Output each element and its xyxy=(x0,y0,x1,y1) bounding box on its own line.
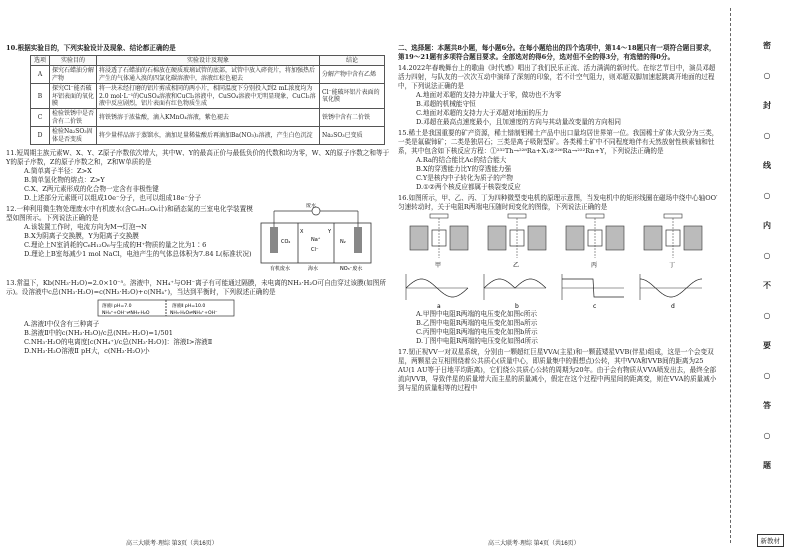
table-cell: 将铁锈溶于浓盐酸，滴入KMnO₄溶液，紫色褪去 xyxy=(97,109,320,127)
right-page xyxy=(398,0,720,551)
fig-label: 海水 xyxy=(308,266,319,273)
q11-option: A.简单离子半径：Z>X xyxy=(24,167,92,176)
seal-char: 密 xyxy=(763,40,771,50)
q11 xyxy=(6,149,390,203)
fig-label: NO₃⁻废水 xyxy=(340,266,363,273)
table-cell: 检验Na₂SO₃固体是否变质 xyxy=(50,127,97,145)
q12-figure xyxy=(256,203,376,273)
q13-figure xyxy=(96,298,236,320)
figure-caption: 乙 xyxy=(513,262,520,269)
q15 xyxy=(398,129,720,192)
q17-text: 17.韧正视VV一对双星系统，分别由一颗超红巨星VVA(主星)和一颗蓝矮星VVB(伴星)组成，这是一个会变双星，两颗星会互相围绕着公共质心(质量中心，即质量集中的假想点)公转，其中VVA和VVB间的距离为25 AU(1 AU等于日地平均距离)，它们绕公共质心公转的周期为20年。由于会有物质从VVA喷发出去，最终全部流向VVB，导致伴星的质量增大而主星的质量减小，假定在这个过程中两星间的距离变，则在VVA的质量减小到与星的质量相等的过程中 xyxy=(398,348,717,392)
generator-diagram xyxy=(566,214,624,269)
seal-text xyxy=(760,40,774,490)
q14-option: D.邓超在最高点速度最小，且加速度的方向与其动量改变量的方向相同 xyxy=(416,118,621,126)
q13-option: A.溶液Ⅰ中仅含有三种离子 xyxy=(24,320,100,329)
seal-char: 要 xyxy=(763,340,771,350)
graph-caption: b xyxy=(515,303,519,310)
fig-label: 废水 xyxy=(306,203,317,210)
q10-stem: 10.根据实验目的，下列实验设计及现象、结论都正确的是 xyxy=(6,44,176,52)
q16-option: C.丙图中电阻R两端的电压变化如图b所示 xyxy=(416,328,538,336)
q12-stem: 12.一种利用微生物处理废水中有机废水(含C₆H₁₂O₆计)和硝态氮的三室电化学装置模型如图所示。下列说法正确的是 xyxy=(6,205,253,223)
q11-option: B.简单氢化物的熔点：Z>Y xyxy=(24,176,105,185)
q15-option: C.Y是核内中子转化为质子的产物 xyxy=(416,174,513,182)
q12-text xyxy=(6,205,254,259)
q12-option: B.X为阴离子交换膜，Y为阳离子交换膜 xyxy=(24,232,139,241)
q13-options xyxy=(6,320,390,356)
figure-caption: 丁 xyxy=(669,262,676,269)
fig-label: X xyxy=(300,229,304,236)
q15-stem: 15.稀土是我国重要的矿产资源，稀土镨制钼稀土产品中出口量均居世界第一位。我国稀土矿体大致分为三类，一类是氟碳铈矿；二类是独居石；三类是离子吸附型矿。各类稀土矿中不同程度地伴有天然放射性核素铀和钍系，其中包含如下核反应方程：①²³²Th→²²⁸Ra+X₁②²²⁶Ra→²²²Rn+Y，下列说法正确的是 xyxy=(398,129,719,155)
fig-label: Cl⁻ xyxy=(311,247,319,254)
seal-char: ○ xyxy=(763,370,771,380)
seal-char: 题 xyxy=(763,460,771,470)
generator-diagram xyxy=(410,214,468,269)
generator-diagram xyxy=(488,214,546,269)
col-header: 实验目的 xyxy=(50,56,97,66)
figure-caption: 丙 xyxy=(591,262,598,269)
q16-wave-figures xyxy=(398,270,720,310)
table-row xyxy=(31,84,385,109)
fig-label: 溶液Ⅱ pH=10.0 xyxy=(172,304,206,310)
q13-stem: 13.常温下，Kb(NH₃·H₂O)=2.0×10⁻⁵。溶液中，NH₄⁺与OH⁻离子有可能通过隔膜，未电离的NH₃·H₂O可自由穿过该膜(如图所示)。设溶液中c总(NH₃·H₂O)=c(NH₃·H₂O)+c(NH₄⁺)，当达到平衡时，下列叙述正确的是 xyxy=(6,279,386,297)
q16-option: A.甲图中电阻R两端的电压变化如图c所示 xyxy=(416,310,538,318)
seal-char: 封 xyxy=(763,100,771,110)
voltage-graph xyxy=(562,274,624,310)
q16-option: D.丁图中电阻R两端的电压变化如图d所示 xyxy=(416,337,538,345)
seal-char: 答 xyxy=(763,400,771,410)
q16-generator-figures xyxy=(398,212,720,270)
table-cell: D xyxy=(31,127,50,145)
col-header: 实验设计及现象 xyxy=(97,56,320,66)
q16-option: B.乙图中电阻R两端的电压变化如图a所示 xyxy=(416,319,538,327)
q11-option: C.X、Z两元素形成的化合物一定含有非极性键 xyxy=(24,185,159,194)
left-page xyxy=(6,0,390,551)
fig-label: NH₄⁺+OH⁻⇌NH₃·H₂O xyxy=(102,311,150,317)
q15-option: A.Ra的结合能比Ac的结合能大 xyxy=(416,156,507,164)
table-cell: 检验铁锈中是否含有二价铁 xyxy=(50,109,97,127)
figure-caption: 甲 xyxy=(435,262,442,269)
table-cell: 将少量样品溶于蒸馏水，滴加足量稀盐酸后再滴加Ba(NO₃)₂溶液，产生白色沉淀 xyxy=(97,127,320,145)
table-cell: 探究Cl⁻能否破坏铝表面的氧化膜 xyxy=(50,84,97,109)
q16-stem: 16.如图所示，甲、乙、丙、丁为四种微型变电机的原理示意图，当发电机中的矩形线圈在磁场中绕中心轴OO′匀速转动时，关于电阻R两端电压随时间变化的图像，下列说法正确的是 xyxy=(398,194,718,211)
table-cell: A xyxy=(31,66,50,84)
q13 xyxy=(6,279,390,297)
fig-label: Y xyxy=(328,229,332,236)
q11-option: D.上述部分元素既可以组成10e⁻分子，也可以组成18e⁻分子 xyxy=(24,194,202,203)
page-footer: 高三大联考·理综 第4页（共16页） xyxy=(488,541,580,547)
seal-char: ○ xyxy=(763,250,771,260)
seal-char: ○ xyxy=(763,70,771,80)
q16-options xyxy=(398,310,720,346)
fig-label: N₂ xyxy=(340,239,346,246)
seal-strip xyxy=(724,0,794,551)
q15-option: D.①②两个核反应都属于核裂变反应 xyxy=(416,183,521,191)
col-header: 选项 xyxy=(31,56,50,66)
q14-option: C.地面对邓超的支持力大于邓超对地面的压力 xyxy=(416,109,549,117)
seal-char: ○ xyxy=(763,130,771,140)
fig-label: Na⁺ xyxy=(311,237,321,244)
q14-option: A.地面对邓超的支持力冲量大于零，做功也不为零 xyxy=(416,91,562,99)
col-header: 结论 xyxy=(320,56,385,66)
fig-label: CO₂ xyxy=(281,239,291,246)
q15-option: B.X的穿透能力比Y的穿透能力强 xyxy=(416,165,512,173)
table-cell: 将一块未经打磨的铝片剪成相同的两小片，相同温度下分别投入到2 mL浓度均为2.0 mol·L⁻¹的CuSO₄溶液和CuCl₂溶液中，CuSO₄溶液中无明显现象，CuCl₂溶液中反应剧烈，铝片表面有红色物质生成 xyxy=(97,84,320,109)
q14-stem: 14.2022年春晚舞台上的歌曲《时代感》唱出了我们民乐正流、活力满满的新时代。在综艺节目中，演员邓超活力四射，与队友的一次次互动中演绎了深刻的印象，若不计空气阻力，则邓超双脚加速起跳离开地面的过程中，下列说法正确的是 xyxy=(398,64,716,90)
table-row xyxy=(31,127,385,145)
q12-option: D.理论上B室每减少1 mol NaCl，电池产生的气体总体积为7.84 L(标准状况) xyxy=(24,250,252,259)
table-cell: B xyxy=(31,84,50,109)
q14 xyxy=(398,64,720,127)
voltage-graph xyxy=(484,274,546,310)
table-cell: 探究石蜡油分解产物 xyxy=(50,66,97,84)
table-cell: Na₂SO₃已变质 xyxy=(320,127,385,145)
table-cell: 铁锈中含有二价铁 xyxy=(320,109,385,127)
q12-option: A.该装置工作时，电流方向为M→灯泡→N xyxy=(24,223,147,232)
edition-badge: 新教材 xyxy=(757,534,785,547)
graph-caption: d xyxy=(671,303,675,310)
q12-block xyxy=(6,205,390,277)
page-footer: 高三大联考·理综 第3页（共16页） xyxy=(126,541,218,547)
voltage-graph xyxy=(640,274,702,310)
seal-char: ○ xyxy=(763,430,771,440)
seal-char: ○ xyxy=(763,310,771,320)
q13-option: B.溶液Ⅱ中的c(NH₃·H₂O)/c总(NH₃·H₂O)=1/501 xyxy=(24,329,173,338)
seal-char: 内 xyxy=(763,220,771,230)
seal-char: 不 xyxy=(763,280,771,290)
table-cell: 将浸透了石蜡油的石棉放在硬质玻璃试管的底部，试管中放入碎瓷片，将加强热后产生的气体通入溴的四氯化碳溶液中，溶液红棕色褪去 xyxy=(97,66,320,84)
seal-char: 线 xyxy=(763,160,771,170)
fig-label: 溶液Ⅰ pH=7.0 xyxy=(102,304,132,310)
table-cell: 分解产物中含有乙烯 xyxy=(320,66,385,84)
table-cell: C xyxy=(31,109,50,127)
q16 xyxy=(398,194,720,212)
q10-table xyxy=(30,55,385,145)
q13-option: D.NH₃·H₂O溶液Ⅱ pH大，c(NH₃·H₂O)小 xyxy=(24,347,150,356)
fig-label: 有机废水 xyxy=(270,266,291,273)
q14-option: B.邓超的机械能守恒 xyxy=(416,100,476,108)
q13-option: C.NH₃·H₂O的电离度[c(NH₄⁺)/c总(NH₃·H₂O)]：溶液Ⅰ>溶液Ⅱ xyxy=(24,338,213,347)
voltage-graph xyxy=(406,274,468,310)
q11-stem: 11.短周期主族元素W、X、Y、Z原子序数依次增大，其中W、Y的最高正价与最低负价的代数和均为零，W、X的原子序数之和等于Y的原子序数，Z的原子序数之和，Z和W单质的是 xyxy=(6,149,390,167)
fig-label: NH₃·H₂O⇌NH₄⁺+OH⁻ xyxy=(170,311,218,317)
generator-diagram xyxy=(644,214,702,269)
seal-char: ○ xyxy=(763,190,771,200)
graph-caption: a xyxy=(437,303,441,310)
table-cell: Cl⁻能破坏铝片表面的氧化膜 xyxy=(320,84,385,109)
graph-caption: c xyxy=(593,303,597,310)
table-row xyxy=(31,66,385,84)
section-heading: 二、选择题：本题共8小题，每小题6分。在每小题给出的四个选项中，第14～18题只有一项符合题目要求，第19～21题有多项符合题目要求。全部选对的得6分，选对但不全的得3分，有选错的得0分。 xyxy=(398,44,716,61)
q12-option: C.理论上N室消耗的C₆H₁₂O₆与生成的H⁺物质的量之比为1∶6 xyxy=(24,241,207,250)
table-row xyxy=(31,109,385,127)
